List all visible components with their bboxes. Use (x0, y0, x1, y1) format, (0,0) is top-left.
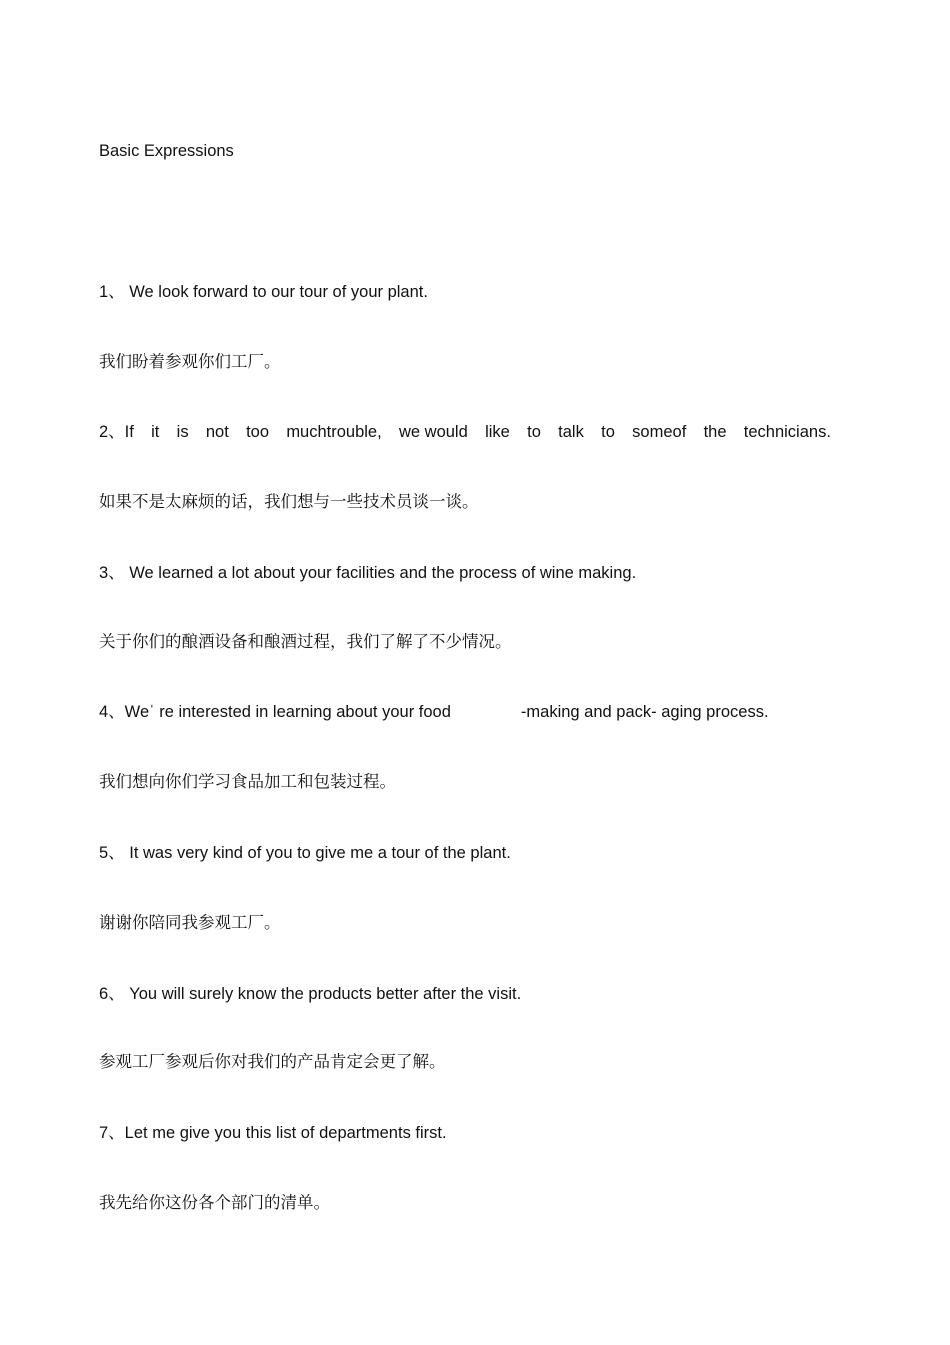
expression-4-english (99, 702, 769, 722)
expression-6-chinese: 参观工厂参观后你对我们的产品肯定会更了解。 (99, 1052, 446, 1071)
expression-1-english: 1、 We look forward to our tour of your plant. (99, 283, 428, 301)
expression-1-chinese: 我们盼着参观你们工厂。 (99, 352, 281, 371)
word: not (205, 423, 229, 441)
expression-4-part1: 4、Weˈ re interested in learning about your food (99, 703, 451, 721)
word: is (176, 423, 189, 441)
expression-3-chinese: 关于你们的酿酒设备和酿酒过程，我们了解了不少情况。 (99, 632, 512, 651)
expression-7-chinese: 我先给你这份各个部门的清单。 (99, 1193, 330, 1212)
expression-5-chinese: 谢谢你陪同我参观工厂。 (99, 913, 281, 932)
word: talk (558, 423, 584, 441)
word: like (485, 423, 510, 441)
expression-7-english: 7、Let me give you this list of departments first. (99, 1124, 447, 1142)
expression-6-english: 6、 You will surely know the products better after the visit. (99, 985, 522, 1003)
word: too (246, 423, 270, 441)
word: technicians. (743, 423, 831, 441)
word: 2、If (99, 423, 134, 441)
word: it (151, 423, 160, 441)
page-title: Basic Expressions (99, 142, 234, 160)
expression-3-english: 3、 We learned a lot about your facilities and the process of wine making. (99, 564, 637, 582)
expression-4-part2: -making and pack- aging process. (520, 703, 769, 721)
word: someof (632, 423, 687, 441)
expression-4-chinese: 我们想向你们学习食品加工和包装过程。 (99, 772, 396, 791)
word: to (527, 423, 541, 441)
expression-2-chinese: 如果不是太麻烦的话，我们想与一些技术员谈一谈。 (99, 492, 479, 511)
word: we would (398, 423, 468, 441)
word: the (703, 423, 727, 441)
word: muchtrouble, (286, 423, 382, 441)
expression-2-english (99, 422, 831, 442)
expression-5-english: 5、 It was very kind of you to give me a tour of the plant. (99, 844, 511, 862)
word: to (601, 423, 615, 441)
